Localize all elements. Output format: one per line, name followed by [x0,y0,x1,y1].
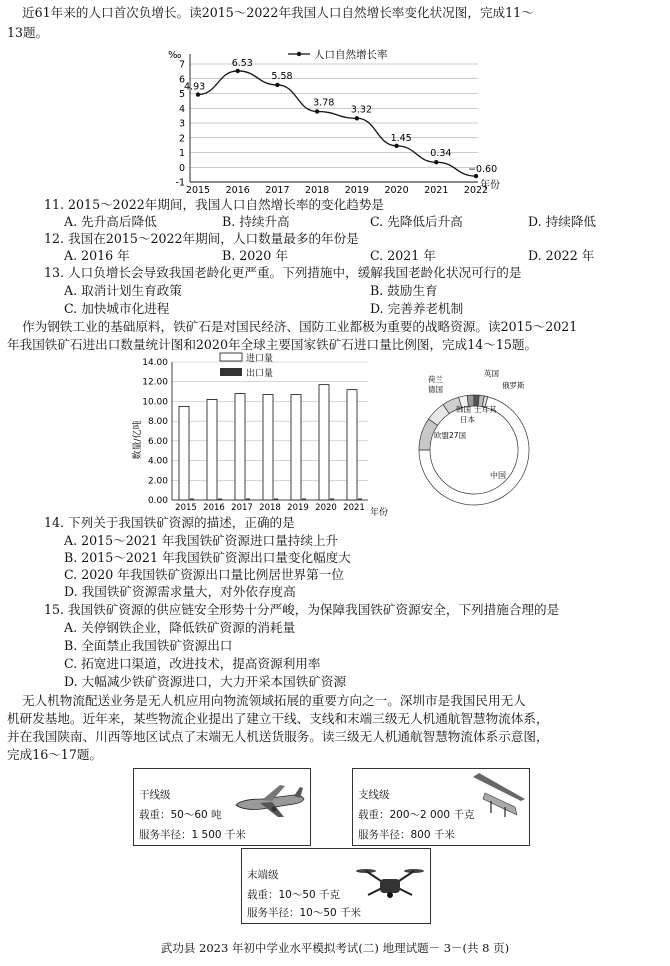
legend-swatch-export [220,368,242,376]
bar-import-2018 [263,395,273,500]
line-point-2015 [196,92,200,96]
line-xtick-2019: 2019 [344,185,369,194]
q13-option-d[interactable]: D. 完善养老机制 [370,301,464,316]
line-point-2018 [315,109,319,113]
terminal-title: 末端级 [247,869,279,881]
bar-chart-bars [179,385,362,500]
pie-label-zhongguo: 中国 [490,471,506,480]
q14-option-a[interactable]: A. 2015～2021 年我国铁矿资源进口量持续上升 [64,533,339,548]
bar-import-2016 [207,399,217,500]
bar-chart-legend [220,352,273,379]
q13-option-b[interactable]: B. 鼓励生育 [370,283,438,298]
bar-xtick-2020: 2020 [315,503,337,513]
bar-ytick-8.00: 8.00 [147,417,168,428]
line-xtick-2021: 2021 [424,185,449,194]
q12-option-b[interactable]: B. 2020 年 [222,248,288,263]
q12-option-c[interactable]: C. 2021 年 [370,248,436,263]
q12-option-a[interactable]: A. 2016 年 [64,248,130,263]
line-ytick-7: 7 [178,59,185,71]
pie-label-deguo: 德国 [428,385,443,394]
branch-radius: 服务半径：800 千米 [358,829,455,841]
line-point-2020 [394,144,398,148]
pie-label-oumeng: 欧盟27国 [434,431,467,440]
pie-label-riben: 日本 [460,415,475,424]
line-ytick--1: -1 [175,177,185,189]
bar-ytick-14.00: 14.00 [142,358,168,368]
bar-chart [132,352,402,518]
line-ytick-1: 1 [178,148,185,159]
passage3-line-3: 并在我国陕南、川西等地区试点了末端无人机送货服务。读三级无人机通航智慧物流体系示意图， [7,729,549,744]
q14-stem: 14. 下列关于我国铁矿资源的描述，正确的是 [44,515,295,530]
line-data-label-2018: 3.78 [313,97,335,109]
bar-export-2015 [190,499,194,500]
q12-option-d[interactable]: D. 2022 年 [528,248,595,263]
line-ytick-2: 2 [178,133,185,145]
q11-option-b[interactable]: B. 持续升高 [222,214,290,229]
q13-option-c[interactable]: C. 加快城市化进程 [64,301,170,316]
q14-option-d[interactable]: D. 我国铁矿资源需求量大，对外依存度高 [64,584,296,599]
passage3-line-4: 完成16～17题。 [7,747,103,762]
line-data-label-2022: −0.60 [468,164,498,176]
bar-chart-ylabel: 数量/亿吨 [133,420,143,460]
line-data-label-2016: 6.53 [231,57,253,69]
line-point-2017 [275,83,279,87]
bar-xtick-2017: 2017 [231,503,253,513]
cargo-plane-icon [232,779,306,823]
bar-xtick-2021: 2021 [343,503,365,513]
intro-line-1: 近61年来的人口首次负增长。读2015～2022年我国人口自然增长率变化状况图，完成11～ [22,5,534,20]
line-data-label-2021: 0.34 [430,148,452,160]
ring-chart [414,366,544,516]
line-chart-unit: ‰ [168,50,182,61]
line-ytick-0: 0 [178,162,185,174]
passage2-line-2: 年我国铁矿石进出口数量统计图和2020年全球主要国家铁矿石进口量比例图，完成14～15题。 [7,337,538,352]
q15-option-c[interactable]: C. 拓宽进口渠道，改进技术，提高资源利用率 [64,656,321,671]
line-xtick-2015: 2015 [185,185,211,194]
bar-import-2021 [347,390,357,500]
pie-label-hanguo: 韩国 [456,405,471,414]
terminal-drone-box [241,848,431,924]
trunk-drone-box [133,768,311,846]
branch-title: 支线级 [358,789,390,801]
line-data-label-2020: 1.45 [390,132,412,144]
trunk-title: 干线级 [139,789,171,801]
q15-option-b[interactable]: B. 全面禁止我国铁矿资源出口 [64,638,233,653]
line-ytick-4: 4 [178,103,185,115]
q14-option-c[interactable]: C. 2020 年我国铁矿资源出口量比例居世界第一位 [64,567,344,582]
fixed-wing-drone-icon [471,771,527,821]
bar-import-2015 [179,406,189,500]
line-point-2016 [236,69,240,73]
q15-option-a[interactable]: A. 关停钢铁企业，降低铁矿资源的消耗量 [64,620,296,635]
intro-line-2: 13题。 [7,25,49,40]
passage3-line-1: 无人机物流配送业务是无人机应用向物流领域拓展的重要方向之一。深圳市是我国民用无人 [22,693,526,708]
line-ytick-6: 6 [178,74,185,86]
bar-xtick-2015: 2015 [175,503,197,513]
terminal-load: 载重：10～50 千克 [247,889,341,901]
pie-label-eluosi: 俄罗斯 [502,381,525,390]
q15-stem: 15. 我国铁矿资源的供应链安全形势十分严峻，为保障我国铁矿资源安全，下列措施合理的是 [44,602,560,617]
line-point-2019 [355,116,359,120]
line-xtick-2022: 2022 [463,185,489,194]
line-chart-ticks [175,57,489,195]
q15-option-d[interactable]: D. 大幅减少铁矿资源进口，大力开采本国铁矿资源 [64,674,347,689]
line-chart-grid [190,64,478,182]
bar-ytick-0.00: 0.00 [147,496,168,506]
bar-export-2020 [330,499,334,500]
bar-ytick-2.00: 2.00 [147,476,168,487]
trunk-load: 载重：50～60 吨 [139,809,222,821]
bar-ytick-12.00: 12.00 [142,377,168,388]
branch-load: 载重：200～2 000 千克 [358,809,475,821]
q11-stem: 11. 2015～2022年期间，我国人口自然增长率的变化趋势是 [44,197,385,212]
bar-import-2017 [235,394,245,500]
q13-option-a[interactable]: A. 取消计划生育政策 [64,283,182,298]
line-chart-series [184,58,497,178]
bar-export-2018 [274,499,278,500]
bar-chart-xlabel: 年份 [370,508,389,518]
line-xtick-2018: 2018 [305,185,330,194]
passage2-line-1: 作为钢铁工业的基础原料，铁矿石是对国民经济、国防工业都极为重要的战略资源。读2015～2021 [22,319,578,334]
line-chart-legend-label: 人口自然增长率 [314,49,388,61]
line-series-path [198,71,476,176]
bar-xtick-2019: 2019 [287,503,309,513]
q12-stem: 12. 我国在2015～2022年期间，人口数量最多的年份是 [44,231,359,246]
line-xtick-2020: 2020 [384,185,409,194]
bar-xtick-2018: 2018 [259,503,281,513]
line-point-2021 [434,160,438,164]
line-chart-xlabel: 年份 [480,180,500,191]
bar-export-2017 [246,499,250,500]
bar-import-2020 [319,385,329,500]
line-ytick-5: 5 [178,89,185,100]
q11-option-a[interactable]: A. 先升高后降低 [64,214,157,229]
bar-import-2019 [291,395,301,500]
bar-ytick-4.00: 4.00 [147,456,168,467]
pie-label-tuerqi: 土耳其 [474,405,497,414]
line-data-label-2015: 4.93 [184,81,206,93]
bar-export-2019 [302,499,306,500]
bar-ytick-10.00: 10.00 [142,397,168,408]
line-xtick-2016: 2016 [225,185,250,194]
line-xtick-2017: 2017 [265,185,290,194]
q11-option-c[interactable]: C. 先降低后升高 [370,214,463,229]
pie-label-yingguo: 英国 [484,369,499,378]
bar-xtick-2016: 2016 [203,503,225,513]
branch-drone-box [352,768,530,846]
q13-stem: 13. 人口负增长会导致我国老龄化更严重。下列措施中，缓解我国老龄化状况可行的是 [44,265,522,280]
legend-export-label: 出口量 [246,369,274,379]
bar-ytick-6.00: 6.00 [147,436,168,447]
line-chart-legend [288,48,388,61]
line-data-label-2019: 3.32 [350,104,373,116]
legend-swatch-import [220,353,242,361]
trunk-radius: 服务半径：1 500 千米 [139,829,246,841]
bar-export-2016 [218,499,222,500]
page-footer: 武功县 2023 年初中学业水平模拟考试(二) 地理试题－ 3－(共 8 页) [160,941,510,955]
bar-chart-ticks [142,358,365,513]
pie-label-hewu: 荷兰 [428,375,443,384]
legend-import-label: 进口量 [246,354,274,364]
line-data-label-2017: 5.58 [271,70,293,82]
q14-option-b[interactable]: B. 2015～2021 年我国铁矿资源出口量变化幅度大 [64,550,351,565]
bar-export-2021 [358,499,362,500]
quadcopter-drone-icon [354,861,426,903]
terminal-radius: 服务半径：10～50 千米 [247,907,362,919]
q11-option-d[interactable]: D. 持续降低 [528,214,597,229]
line-ytick-3: 3 [178,118,185,130]
passage3-line-2: 机研发基地。近年来，某些物流企业提出了建立干线、支线和末端三级无人机通航智慧物流体系， [7,711,549,726]
line-chart [160,44,510,194]
